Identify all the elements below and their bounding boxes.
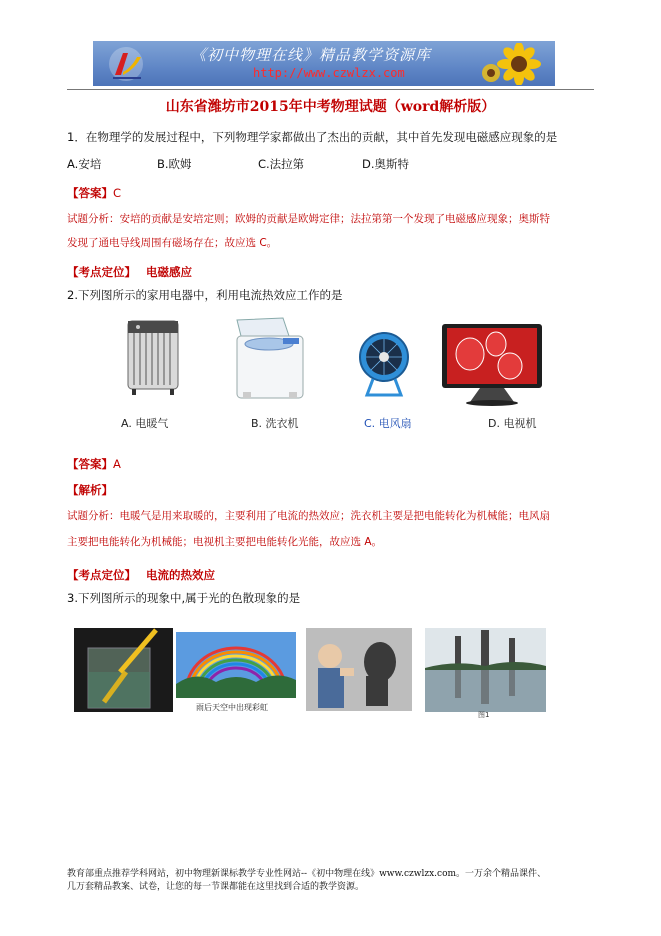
answer-value: A	[113, 457, 121, 471]
q1-analysis-line2: 发现了通电导线周围有磁场存在；故应选 C。	[67, 237, 278, 249]
caption-washer: B. 洗衣机	[251, 417, 299, 430]
q1-option-d: D.奥斯特	[362, 157, 410, 171]
kp-label: 【考点定位】	[67, 265, 136, 279]
sunflower-icon	[479, 43, 549, 85]
q1-option-b: B.欧姆	[157, 157, 192, 171]
pagoda-reflection-image	[425, 628, 546, 712]
footer-line2: 几万套精品教案、试卷，让您的每一节课都能在这里找到合适的教学资源。	[67, 882, 365, 892]
caption-heater: A. 电暖气	[121, 417, 169, 430]
caption-tv: D. 电视机	[488, 417, 537, 430]
kp-value: 电磁感应	[146, 265, 192, 279]
pencil-in-water-image	[74, 628, 173, 712]
page-title: 山东省潍坊市2015年中考物理试题（word解析版）	[165, 99, 496, 115]
q1-knowledge-point	[67, 261, 192, 280]
banner-title: 《初中物理在线》精品教学资源库	[191, 46, 432, 64]
q2-analysis-label: 【解析】	[67, 483, 113, 497]
q1-answer	[67, 182, 121, 201]
q1-stem: 1．在物理学的发展过程中，下列物理学家都做出了杰出的贡献，其中首先发现电磁感应现象的是	[67, 130, 558, 144]
banner-url: http://www.czwlzx.com	[253, 66, 405, 80]
rainbow-caption: 雨后天空中出现彩虹	[196, 703, 268, 712]
electric-fan-image	[357, 327, 411, 399]
header-rule	[67, 89, 594, 90]
q2-analysis-line1: 试题分析：电暖气是用来取暖的，主要利用了电流的热效应；洗衣机主要是把电能转化为机械能；电风扇	[67, 510, 550, 522]
heater-image	[122, 317, 184, 397]
q1-option-a: A.安培	[67, 157, 102, 171]
header-banner	[93, 41, 555, 86]
rainbow-image	[176, 632, 296, 698]
q3-stem: 3.下列图所示的现象中,属于光的色散现象的是	[67, 591, 301, 605]
q2-knowledge-point	[67, 564, 215, 583]
figure-label: 图1	[478, 711, 490, 719]
q2-analysis-line2: 主要把电能转化为机械能；电视机主要把电能转化光能，故应选 A。	[67, 536, 383, 548]
site-logo-icon	[101, 45, 151, 83]
washing-machine-image	[227, 316, 311, 402]
answer-label: 【答案】	[67, 457, 113, 471]
answer-value: C	[113, 186, 122, 200]
television-image	[440, 322, 544, 408]
q1-analysis-line1: 试题分析：安培的贡献是安培定则；欧姆的贡献是欧姆定律；法拉第第一个发现了电磁感应现象；奥斯特	[67, 213, 550, 225]
caption-fan: C. 电风扇	[364, 417, 412, 430]
hand-shadow-image	[306, 628, 412, 711]
kp-label: 【考点定位】	[67, 568, 136, 582]
q2-answer	[67, 453, 121, 472]
footer-line1: 教育部重点推荐学科网站，初中物理新课标教学专业性网站--《初中物理在线》www.czwlzx.com。一万余个精品课件、	[67, 869, 547, 879]
kp-value: 电流的热效应	[146, 568, 215, 582]
q2-stem: 2.下列图所示的家用电器中，利用电流热效应工作的是	[67, 288, 343, 302]
q1-option-c: C.法拉第	[258, 157, 305, 171]
answer-label: 【答案】	[67, 186, 113, 200]
